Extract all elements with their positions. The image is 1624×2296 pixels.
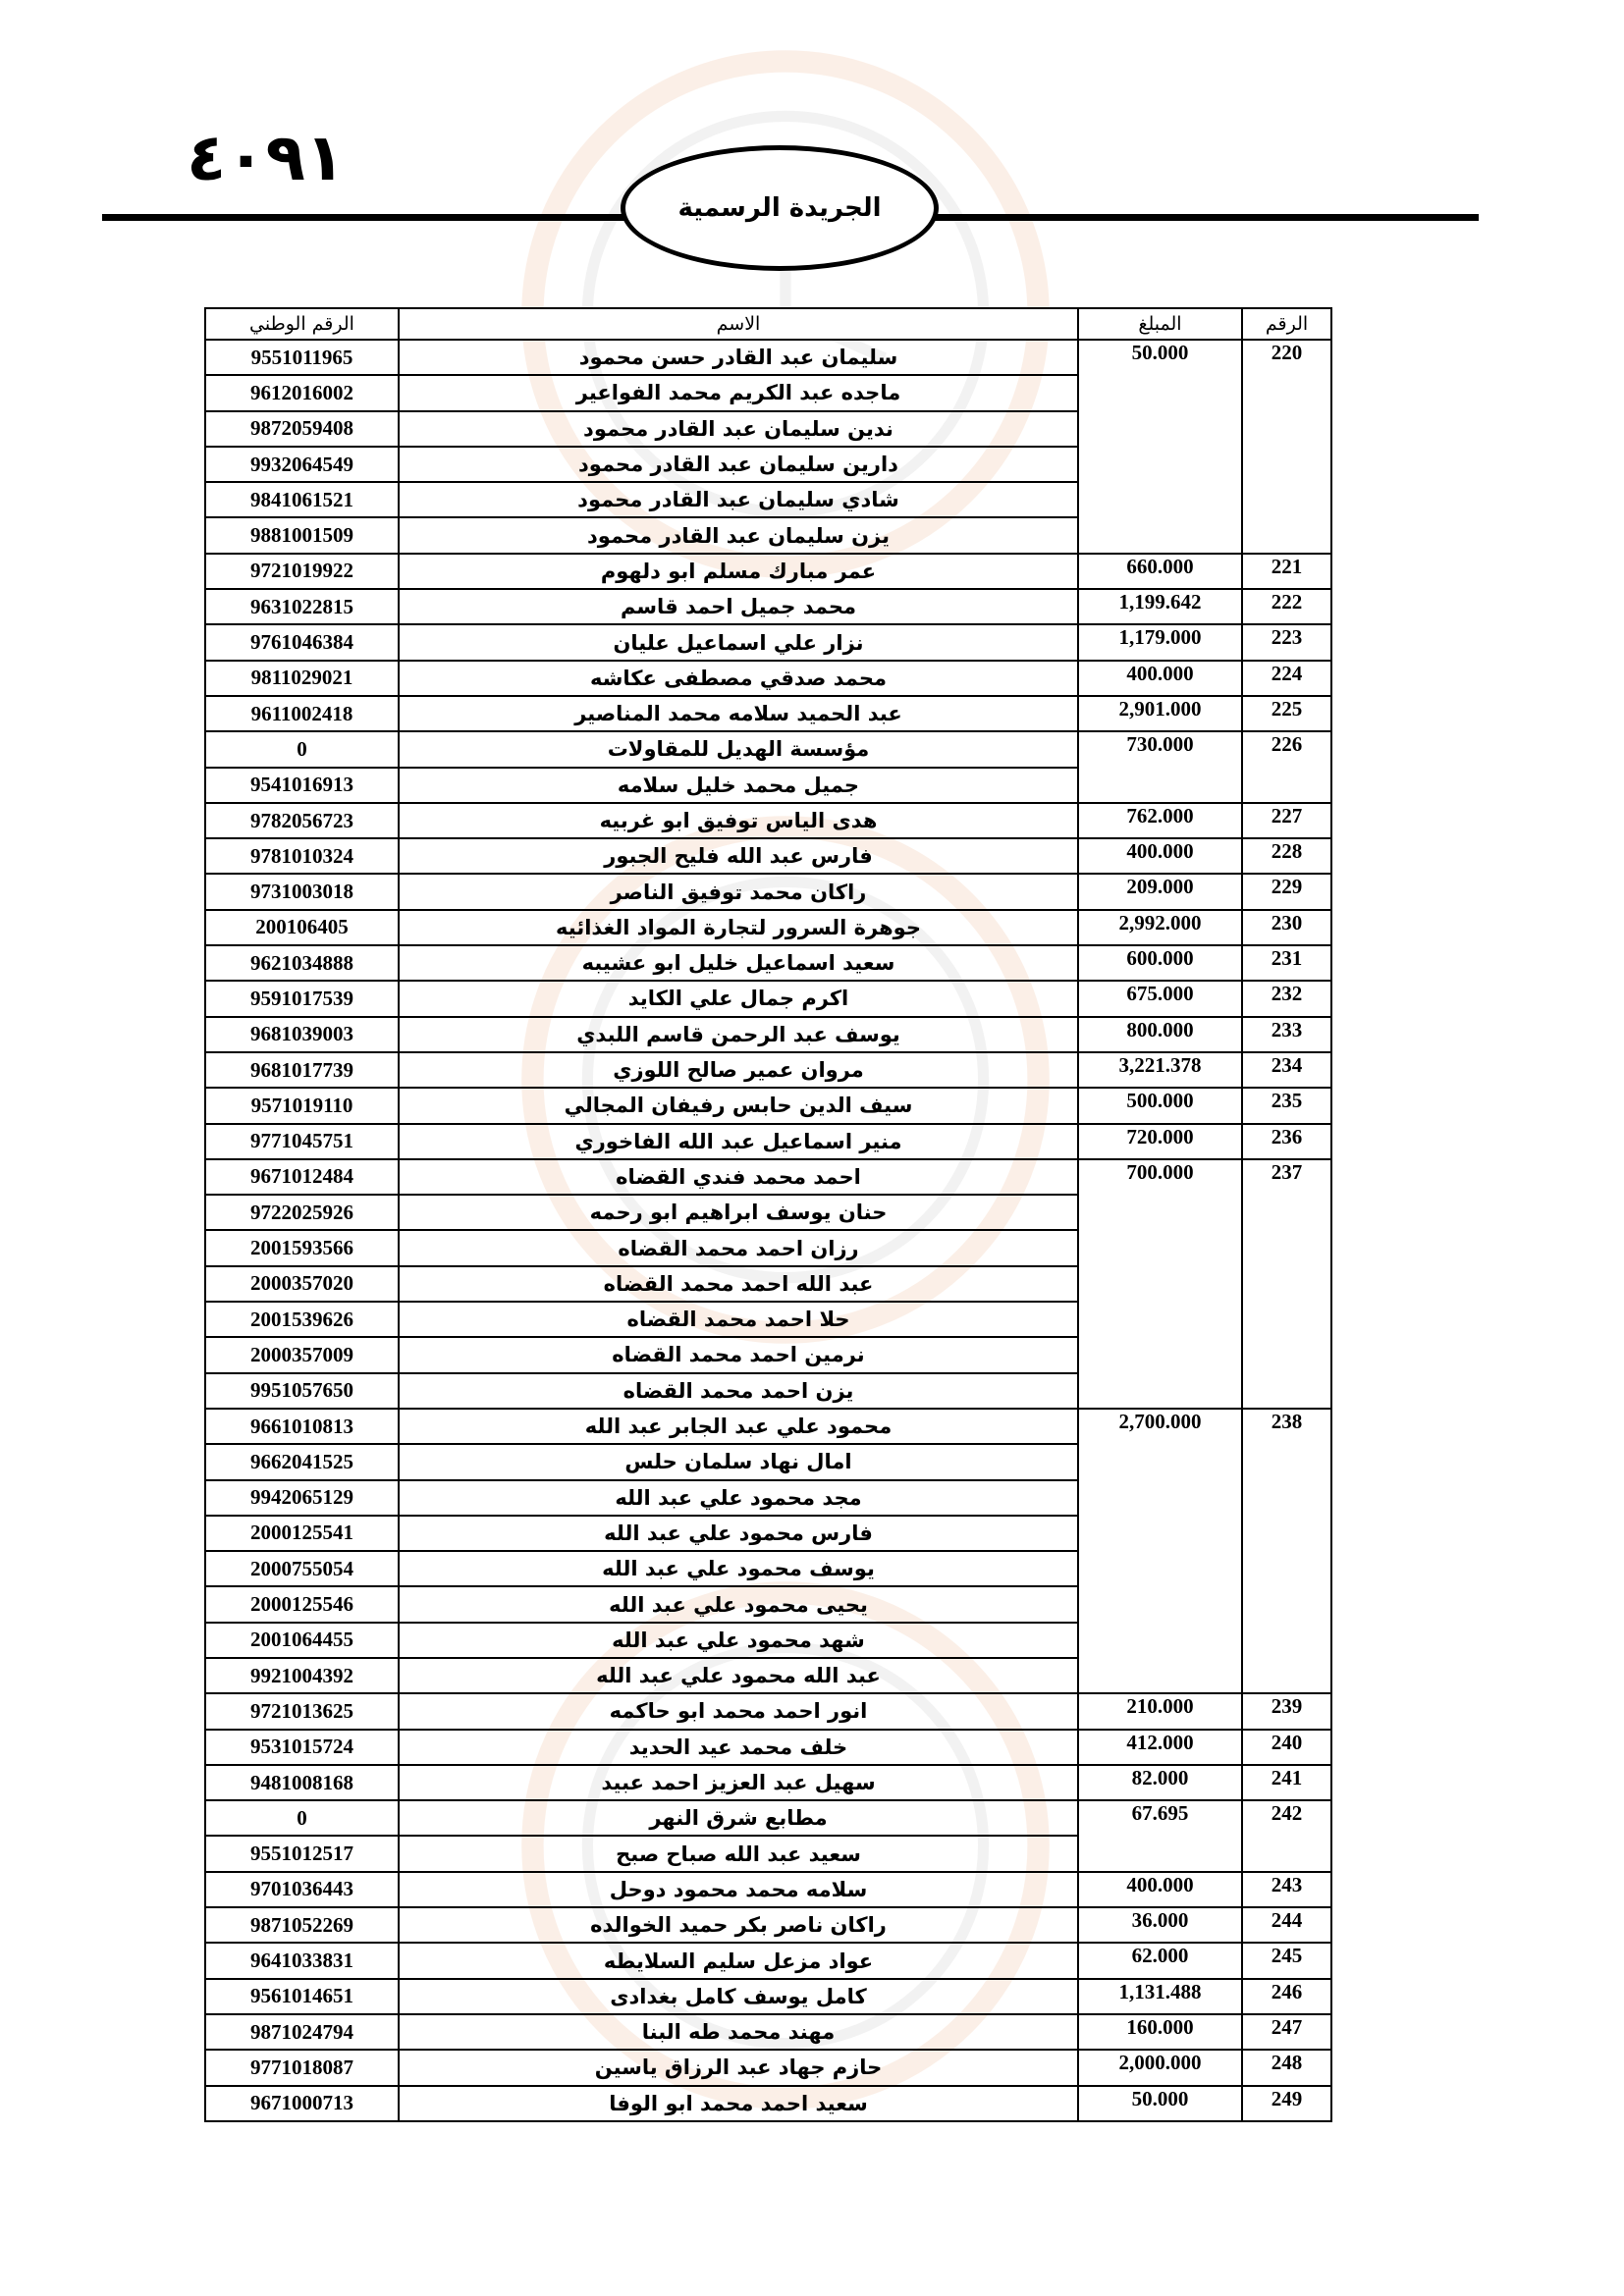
national-id-cell: 9771018087 xyxy=(205,2050,399,2085)
record-number-cell: 246 xyxy=(1242,1979,1331,2014)
record-number-cell: 228 xyxy=(1242,838,1331,874)
record-number-cell: 240 xyxy=(1242,1730,1331,1765)
name-cell: شادي سليمان عبد القادر محمود xyxy=(399,482,1078,517)
header-national-id: الرقم الوطني xyxy=(205,308,399,340)
page-title: الجريدة الرسمية xyxy=(677,193,882,223)
name-cell: سهيل عبد العزيز احمد عبيد xyxy=(399,1765,1078,1800)
table-row xyxy=(205,661,1331,696)
national-id-cell: 9551012517 xyxy=(205,1836,399,1871)
record-number-cell: 234 xyxy=(1242,1052,1331,1088)
record-number-cell: 220 xyxy=(1242,340,1331,554)
national-id-cell: 9641033831 xyxy=(205,1943,399,1978)
table-row xyxy=(205,554,1331,589)
name-cell: عبد الله احمد محمد القضاه xyxy=(399,1266,1078,1302)
national-id-cell: 200106405 xyxy=(205,910,399,945)
record-number-cell: 248 xyxy=(1242,2050,1331,2085)
amount-cell: 2,992.000 xyxy=(1078,910,1242,945)
amount-cell: 210.000 xyxy=(1078,1693,1242,1729)
amount-cell: 600.000 xyxy=(1078,945,1242,981)
record-number-cell: 232 xyxy=(1242,981,1331,1016)
table-row xyxy=(205,589,1331,624)
national-id-cell: 9721013625 xyxy=(205,1693,399,1729)
national-id-cell: 0 xyxy=(205,1800,399,1836)
amount-cell: 762.000 xyxy=(1078,803,1242,838)
amount-cell: 720.000 xyxy=(1078,1124,1242,1159)
title-oval xyxy=(621,145,939,271)
amount-cell: 50.000 xyxy=(1078,2086,1242,2121)
national-id-cell: 9921004392 xyxy=(205,1658,399,1693)
national-id-cell: 9932064549 xyxy=(205,447,399,482)
name-cell: عواد مزعل سليم السلايطه xyxy=(399,1943,1078,1978)
amount-cell: 209.000 xyxy=(1078,874,1242,909)
national-id-cell: 0 xyxy=(205,731,399,767)
national-id-cell: 9811029021 xyxy=(205,661,399,696)
amount-cell: 50.000 xyxy=(1078,340,1242,554)
national-id-cell: 9631022815 xyxy=(205,589,399,624)
record-number-cell: 238 xyxy=(1242,1409,1331,1693)
name-cell: فارس محمود علي عبد الله xyxy=(399,1516,1078,1551)
record-number-cell: 224 xyxy=(1242,661,1331,696)
amount-cell: 2,700.000 xyxy=(1078,1409,1242,1693)
amount-cell: 82.000 xyxy=(1078,1765,1242,1800)
record-number-cell: 241 xyxy=(1242,1765,1331,1800)
table-row xyxy=(205,2086,1331,2121)
table-row xyxy=(205,624,1331,660)
record-number-cell: 245 xyxy=(1242,1943,1331,1978)
table-row xyxy=(205,981,1331,1016)
name-cell: انور احمد محمد ابو حاكمه xyxy=(399,1693,1078,1729)
national-id-cell: 9701036443 xyxy=(205,1872,399,1907)
name-cell: فارس عبد الله فليح الجبور xyxy=(399,838,1078,874)
name-cell: رزان احمد محمد القضاه xyxy=(399,1230,1078,1265)
header-name: الاسم xyxy=(399,308,1078,340)
record-number-cell: 237 xyxy=(1242,1159,1331,1409)
name-cell: احمد محمد فندي القضاه xyxy=(399,1159,1078,1195)
name-cell: دارين سليمان عبد القادر محمود xyxy=(399,447,1078,482)
national-id-cell: 9531015724 xyxy=(205,1730,399,1765)
national-id-cell: 9761046384 xyxy=(205,624,399,660)
name-cell: راكان محمد توفيق الناصر xyxy=(399,874,1078,909)
name-cell: حنان يوسف ابراهيم ابو رحمه xyxy=(399,1195,1078,1230)
header-amount: المبلغ xyxy=(1078,308,1242,340)
table-row xyxy=(205,874,1331,909)
national-id-cell: 9871024794 xyxy=(205,2014,399,2050)
amount-cell: 500.000 xyxy=(1078,1088,1242,1123)
name-cell: سلامه محمد محمود دوحل xyxy=(399,1872,1078,1907)
national-id-cell: 2000125546 xyxy=(205,1586,399,1622)
name-cell: جميل محمد خليل سلامه xyxy=(399,768,1078,803)
national-id-cell: 2000755054 xyxy=(205,1551,399,1586)
record-number-cell: 222 xyxy=(1242,589,1331,624)
amount-cell: 67.695 xyxy=(1078,1800,1242,1872)
name-cell: مهند محمد طه البنا xyxy=(399,2014,1078,2050)
name-cell: سعيد اسماعيل خليل ابو عشيبه xyxy=(399,945,1078,981)
national-id-cell: 2001593566 xyxy=(205,1230,399,1265)
table-header-row xyxy=(205,308,1331,340)
table-row xyxy=(205,1907,1331,1943)
national-id-cell: 9611002418 xyxy=(205,696,399,731)
name-cell: خلف محمد عيد الحديد xyxy=(399,1730,1078,1765)
record-number-cell: 230 xyxy=(1242,910,1331,945)
national-id-cell: 9681039003 xyxy=(205,1017,399,1052)
national-id-cell: 9872059408 xyxy=(205,411,399,447)
national-id-cell: 9481008168 xyxy=(205,1765,399,1800)
records-table xyxy=(204,307,1332,2122)
table-row xyxy=(205,1943,1331,1978)
national-id-cell: 9881001509 xyxy=(205,517,399,553)
page-number: ٤٠٩١ xyxy=(187,120,346,195)
name-cell: هدى الياس توفيق ابو غربيه xyxy=(399,803,1078,838)
table-row xyxy=(205,1979,1331,2014)
name-cell: راكان ناصر بكر حميد الخوالده xyxy=(399,1907,1078,1943)
name-cell: امال نهاد سلمان حلس xyxy=(399,1444,1078,1479)
national-id-cell: 9942065129 xyxy=(205,1480,399,1516)
name-cell: نرمين احمد محمد القضاه xyxy=(399,1337,1078,1372)
name-cell: يوسف محمود علي عبد الله xyxy=(399,1551,1078,1586)
name-cell: سعيد احمد محمد ابو الوفا xyxy=(399,2086,1078,2121)
name-cell: نزار علي اسماعيل عليان xyxy=(399,624,1078,660)
amount-cell: 800.000 xyxy=(1078,1017,1242,1052)
record-number-cell: 226 xyxy=(1242,731,1331,803)
name-cell: شهد محمود علي عبد الله xyxy=(399,1623,1078,1658)
table-row xyxy=(205,1052,1331,1088)
name-cell: سليمان عبد القادر حسن محمود xyxy=(399,340,1078,375)
records-body xyxy=(205,340,1331,2121)
record-number-cell: 223 xyxy=(1242,624,1331,660)
name-cell: مطابع شرق النهر xyxy=(399,1800,1078,1836)
national-id-cell: 2001064455 xyxy=(205,1623,399,1658)
record-number-cell: 236 xyxy=(1242,1124,1331,1159)
table-row xyxy=(205,1693,1331,1729)
national-id-cell: 9671000713 xyxy=(205,2086,399,2121)
national-id-cell: 9551011965 xyxy=(205,340,399,375)
table-row xyxy=(205,1872,1331,1907)
name-cell: منير اسماعيل عبد الله الفاخوري xyxy=(399,1124,1078,1159)
name-cell: عبد الحميد سلامه محمد المناصير xyxy=(399,696,1078,731)
national-id-cell: 9782056723 xyxy=(205,803,399,838)
table-row xyxy=(205,838,1331,874)
table-row xyxy=(205,1409,1331,1444)
table-row xyxy=(205,731,1331,767)
national-id-cell: 2000125541 xyxy=(205,1516,399,1551)
header-number: الرقم xyxy=(1242,308,1331,340)
amount-cell: 700.000 xyxy=(1078,1159,1242,1409)
name-cell: كامل يوسف كامل بغدادى xyxy=(399,1979,1078,2014)
name-cell: يحيى محمود علي عبد الله xyxy=(399,1586,1078,1622)
name-cell: حلا احمد محمد القضاه xyxy=(399,1302,1078,1337)
record-number-cell: 242 xyxy=(1242,1800,1331,1872)
national-id-cell: 9871052269 xyxy=(205,1907,399,1943)
record-number-cell: 235 xyxy=(1242,1088,1331,1123)
amount-cell: 412.000 xyxy=(1078,1730,1242,1765)
name-cell: عمر مبارك مسلم ابو دلهوم xyxy=(399,554,1078,589)
record-number-cell: 225 xyxy=(1242,696,1331,731)
national-id-cell: 9662041525 xyxy=(205,1444,399,1479)
amount-cell: 2,000.000 xyxy=(1078,2050,1242,2085)
amount-cell: 160.000 xyxy=(1078,2014,1242,2050)
table-row xyxy=(205,1800,1331,1836)
name-cell: محمد جميل احمد قاسم xyxy=(399,589,1078,624)
name-cell: مروان عمير صالح اللوزي xyxy=(399,1052,1078,1088)
name-cell: ماجده عبد الكريم محمد الفواعير xyxy=(399,375,1078,410)
table-row xyxy=(205,2014,1331,2050)
amount-cell: 1,131.488 xyxy=(1078,1979,1242,2014)
name-cell: ندين سليمان عبد القادر محمود xyxy=(399,411,1078,447)
national-id-cell: 2000357020 xyxy=(205,1266,399,1302)
table-row xyxy=(205,1124,1331,1159)
national-id-cell: 9731003018 xyxy=(205,874,399,909)
national-id-cell: 9722025926 xyxy=(205,1195,399,1230)
name-cell: حازم جهاد عبد الرزاق ياسين xyxy=(399,2050,1078,2085)
record-number-cell: 244 xyxy=(1242,1907,1331,1943)
amount-cell: 1,199.642 xyxy=(1078,589,1242,624)
name-cell: سعيد عبد الله صباح صبح xyxy=(399,1836,1078,1871)
national-id-cell: 9571019110 xyxy=(205,1088,399,1123)
table-row xyxy=(205,803,1331,838)
amount-cell: 2,901.000 xyxy=(1078,696,1242,731)
national-id-cell: 9671012484 xyxy=(205,1159,399,1195)
name-cell: مجد محمود علي عبد الله xyxy=(399,1480,1078,1516)
national-id-cell: 9681017739 xyxy=(205,1052,399,1088)
name-cell: يزن احمد محمد القضاه xyxy=(399,1373,1078,1409)
amount-cell: 62.000 xyxy=(1078,1943,1242,1978)
national-id-cell: 9612016002 xyxy=(205,375,399,410)
name-cell: مؤسسة الهديل للمقاولات xyxy=(399,731,1078,767)
table-row xyxy=(205,1159,1331,1195)
name-cell: يوسف عبد الرحمن قاسم اللبدي xyxy=(399,1017,1078,1052)
table-row xyxy=(205,1088,1331,1123)
amount-cell: 400.000 xyxy=(1078,838,1242,874)
national-id-cell: 9561014651 xyxy=(205,1979,399,2014)
table-row xyxy=(205,945,1331,981)
amount-cell: 36.000 xyxy=(1078,1907,1242,1943)
table-row xyxy=(205,1730,1331,1765)
record-number-cell: 243 xyxy=(1242,1872,1331,1907)
name-cell: جوهرة السرور لتجارة المواد الغذائيه xyxy=(399,910,1078,945)
name-cell: اكرم جمال علي الكايد xyxy=(399,981,1078,1016)
national-id-cell: 9591017539 xyxy=(205,981,399,1016)
national-id-cell: 9721019922 xyxy=(205,554,399,589)
table-row xyxy=(205,2050,1331,2085)
record-number-cell: 227 xyxy=(1242,803,1331,838)
record-number-cell: 221 xyxy=(1242,554,1331,589)
name-cell: محمد صدقي مصطفى عكاشه xyxy=(399,661,1078,696)
national-id-cell: 9951057650 xyxy=(205,1373,399,1409)
national-id-cell: 2000357009 xyxy=(205,1337,399,1372)
table-row xyxy=(205,1017,1331,1052)
record-number-cell: 239 xyxy=(1242,1693,1331,1729)
record-number-cell: 249 xyxy=(1242,2086,1331,2121)
national-id-cell: 9841061521 xyxy=(205,482,399,517)
national-id-cell: 9661010813 xyxy=(205,1409,399,1444)
amount-cell: 400.000 xyxy=(1078,661,1242,696)
name-cell: سيف الدين حابس رفيفان المجالي xyxy=(399,1088,1078,1123)
national-id-cell: 9621034888 xyxy=(205,945,399,981)
amount-cell: 675.000 xyxy=(1078,981,1242,1016)
national-id-cell: 9541016913 xyxy=(205,768,399,803)
table-row xyxy=(205,340,1331,375)
table-row xyxy=(205,696,1331,731)
name-cell: محمود علي عبد الجابر عبد الله xyxy=(399,1409,1078,1444)
amount-cell: 730.000 xyxy=(1078,731,1242,803)
amount-cell: 1,179.000 xyxy=(1078,624,1242,660)
name-cell: يزن سليمان عبد القادر محمود xyxy=(399,517,1078,553)
amount-cell: 400.000 xyxy=(1078,1872,1242,1907)
amount-cell: 3,221.378 xyxy=(1078,1052,1242,1088)
record-number-cell: 229 xyxy=(1242,874,1331,909)
national-id-cell: 2001539626 xyxy=(205,1302,399,1337)
record-number-cell: 247 xyxy=(1242,2014,1331,2050)
name-cell: عبد الله محمود علي عبد الله xyxy=(399,1658,1078,1693)
table-row xyxy=(205,1765,1331,1800)
amount-cell: 660.000 xyxy=(1078,554,1242,589)
table-row xyxy=(205,910,1331,945)
national-id-cell: 9781010324 xyxy=(205,838,399,874)
record-number-cell: 231 xyxy=(1242,945,1331,981)
national-id-cell: 9771045751 xyxy=(205,1124,399,1159)
record-number-cell: 233 xyxy=(1242,1017,1331,1052)
